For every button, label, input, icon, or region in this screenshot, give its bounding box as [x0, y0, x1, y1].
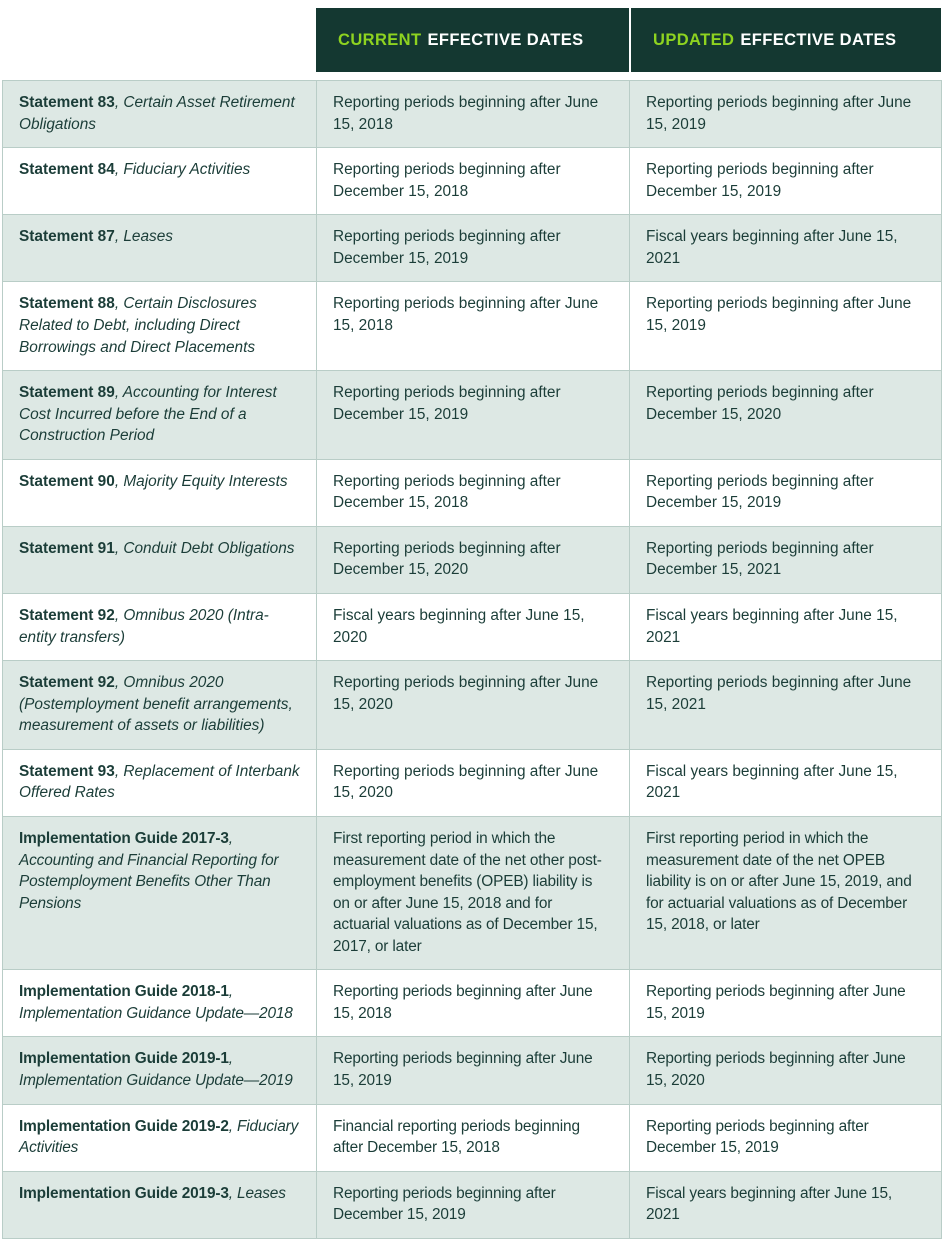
effective-dates-table [2, 80, 942, 1239]
cell-updated-effective-date: Reporting periods beginning after June 15, 2019 [630, 81, 942, 148]
cell-updated-effective-date: Fiscal years beginning after June 15, 2021 [630, 749, 942, 816]
table-row [3, 81, 942, 148]
pronouncement-number: Implementation Guide 2018-1 [19, 983, 229, 1001]
pronouncement-number: Statement 90 [19, 472, 115, 490]
cell-pronouncement [3, 1037, 317, 1104]
pronouncement-number: Statement 92 [19, 674, 115, 692]
cell-current-effective-date: Reporting periods beginning after December 15, 2018 [317, 148, 630, 215]
table-row [3, 749, 942, 816]
column-header-current-accent: CURRENT [338, 30, 422, 49]
pronouncement-number: Statement 93 [19, 762, 115, 780]
cell-current-effective-date: Reporting periods beginning after December 15, 2019 [317, 371, 630, 460]
pronouncement-number: Statement 89 [19, 384, 115, 402]
pronouncement-title: , Implementation Guidance Update—2019 [19, 1050, 293, 1089]
cell-current-effective-date: Financial reporting periods beginning after December 15, 2018 [317, 1104, 630, 1171]
pronouncement-number: Implementation Guide 2019-1 [19, 1050, 229, 1068]
cell-current-effective-date: Reporting periods beginning after December 15, 2019 [317, 1171, 630, 1238]
pronouncement-number: Statement 88 [19, 295, 115, 313]
pronouncement-number: Statement 83 [19, 94, 115, 111]
pronouncement-number: Statement 92 [19, 607, 115, 624]
cell-updated-effective-date: Reporting periods beginning after June 15, 2019 [630, 970, 942, 1037]
cell-updated-effective-date: Reporting periods beginning after December 15, 2019 [630, 1104, 942, 1171]
column-header-updated-rest: EFFECTIVE DATES [740, 30, 897, 49]
cell-updated-effective-date: Reporting periods beginning after December 15, 2019 [630, 459, 942, 526]
cell-pronouncement [3, 970, 317, 1037]
cell-updated-effective-date: Reporting periods beginning after June 15, 2021 [630, 661, 942, 750]
column-header-current-rest: EFFECTIVE DATES [427, 30, 584, 49]
cell-updated-effective-date: Fiscal years beginning after June 15, 2021 [630, 1171, 942, 1238]
pronouncement-title: , Conduit Debt Obligations [114, 539, 295, 557]
cell-pronouncement [3, 526, 317, 593]
cell-current-effective-date: First reporting period in which the measurement date of the net other post-employment benefits (OPEB) liability is on or after June 15, 2018 and for actuarial valuations as of December 15, 2017, or later [317, 816, 630, 969]
pronouncement-number: Implementation Guide 2019-2 [19, 1117, 229, 1135]
table-row [3, 970, 942, 1037]
pronouncement-title: , Omnibus 2020 (Postemployment benefit arrangements, measurement of assets or liabilities) [19, 674, 293, 735]
pronouncement-title: , Majority Equity Interests [114, 472, 288, 490]
cell-updated-effective-date: Reporting periods beginning after June 15, 2019 [630, 282, 942, 371]
pronouncement-title: , Omnibus 2020 (Intra-entity transfers) [19, 607, 269, 646]
cell-current-effective-date: Reporting periods beginning after June 15, 2019 [317, 1037, 630, 1104]
cell-pronouncement [3, 148, 317, 215]
pronouncement-title: , Fiduciary Activities [19, 1117, 299, 1157]
cell-updated-effective-date: Reporting periods beginning after December 15, 2019 [630, 148, 942, 215]
pronouncement-number: Statement 91 [19, 539, 115, 557]
pronouncement-title: , Accounting and Financial Reporting for Postemployment Benefits Other Than Pensions [19, 829, 279, 912]
cell-current-effective-date: Reporting periods beginning after June 15, 2018 [317, 970, 630, 1037]
cell-pronouncement [3, 1171, 317, 1238]
table-row [3, 215, 942, 282]
table-row [3, 282, 942, 371]
pronouncement-title: , Replacement of Interbank Offered Rates [19, 762, 300, 802]
cell-current-effective-date: Fiscal years beginning after June 15, 2020 [317, 594, 630, 661]
cell-updated-effective-date: First reporting period in which the measurement date of the net OPEB liability is on or after June 15, 2019, and for actuarial valuations as of December 15, 2018, or later [630, 816, 942, 969]
cell-updated-effective-date: Fiscal years beginning after June 15, 2021 [630, 215, 942, 282]
table-row [3, 148, 942, 215]
pronouncement-title: , Certain Asset Retirement Obligations [19, 94, 295, 133]
cell-current-effective-date: Reporting periods beginning after December 15, 2019 [317, 215, 630, 282]
cell-current-effective-date: Reporting periods beginning after June 15, 2018 [317, 81, 630, 148]
pronouncement-number: Implementation Guide 2019-3 [19, 1184, 229, 1202]
cell-updated-effective-date: Reporting periods beginning after June 15, 2020 [630, 1037, 942, 1104]
cell-pronouncement [3, 282, 317, 371]
table-header-row [316, 8, 941, 72]
table-row [3, 1171, 942, 1238]
pronouncement-title: , Accounting for Interest Cost Incurred before the End of a Construction Period [19, 384, 277, 445]
pronouncement-number: Statement 87 [19, 228, 115, 246]
column-header-updated-effective-dates [629, 8, 941, 72]
table-row [3, 1104, 942, 1171]
cell-updated-effective-date: Reporting periods beginning after December 15, 2021 [630, 526, 942, 593]
cell-updated-effective-date: Fiscal years beginning after June 15, 2021 [630, 594, 942, 661]
table-row [3, 594, 942, 661]
cell-current-effective-date: Reporting periods beginning after December 15, 2018 [317, 459, 630, 526]
cell-pronouncement [3, 816, 317, 969]
table-row [3, 661, 942, 750]
table-row [3, 816, 942, 969]
pronouncement-title: , Certain Disclosures Related to Debt, including Direct Borrowings and Direct Placements [19, 295, 257, 356]
pronouncement-title: , Leases [228, 1184, 286, 1202]
table-row [3, 459, 942, 526]
pronouncement-number: Statement 84 [19, 161, 115, 179]
cell-updated-effective-date: Reporting periods beginning after December 15, 2020 [630, 371, 942, 460]
cell-pronouncement [3, 81, 317, 148]
table-row [3, 526, 942, 593]
cell-current-effective-date: Reporting periods beginning after June 15, 2018 [317, 282, 630, 371]
table-row [3, 371, 942, 460]
cell-pronouncement [3, 749, 317, 816]
cell-pronouncement [3, 371, 317, 460]
column-header-current-effective-dates [316, 8, 629, 72]
pronouncement-title: , Implementation Guidance Update—2018 [19, 983, 293, 1022]
cell-pronouncement [3, 459, 317, 526]
cell-current-effective-date: Reporting periods beginning after June 15, 2020 [317, 661, 630, 750]
cell-pronouncement [3, 1104, 317, 1171]
table-body [3, 81, 942, 1239]
cell-pronouncement [3, 215, 317, 282]
pronouncement-title: , Leases [114, 228, 173, 246]
pronouncement-number: Implementation Guide 2017-3 [19, 829, 229, 847]
cell-pronouncement [3, 661, 317, 750]
pronouncement-title: , Fiduciary Activities [114, 161, 251, 179]
column-header-updated-accent: UPDATED [653, 30, 735, 49]
table-row [3, 1037, 942, 1104]
cell-current-effective-date: Reporting periods beginning after December 15, 2020 [317, 526, 630, 593]
cell-pronouncement [3, 594, 317, 661]
cell-current-effective-date: Reporting periods beginning after June 15, 2020 [317, 749, 630, 816]
